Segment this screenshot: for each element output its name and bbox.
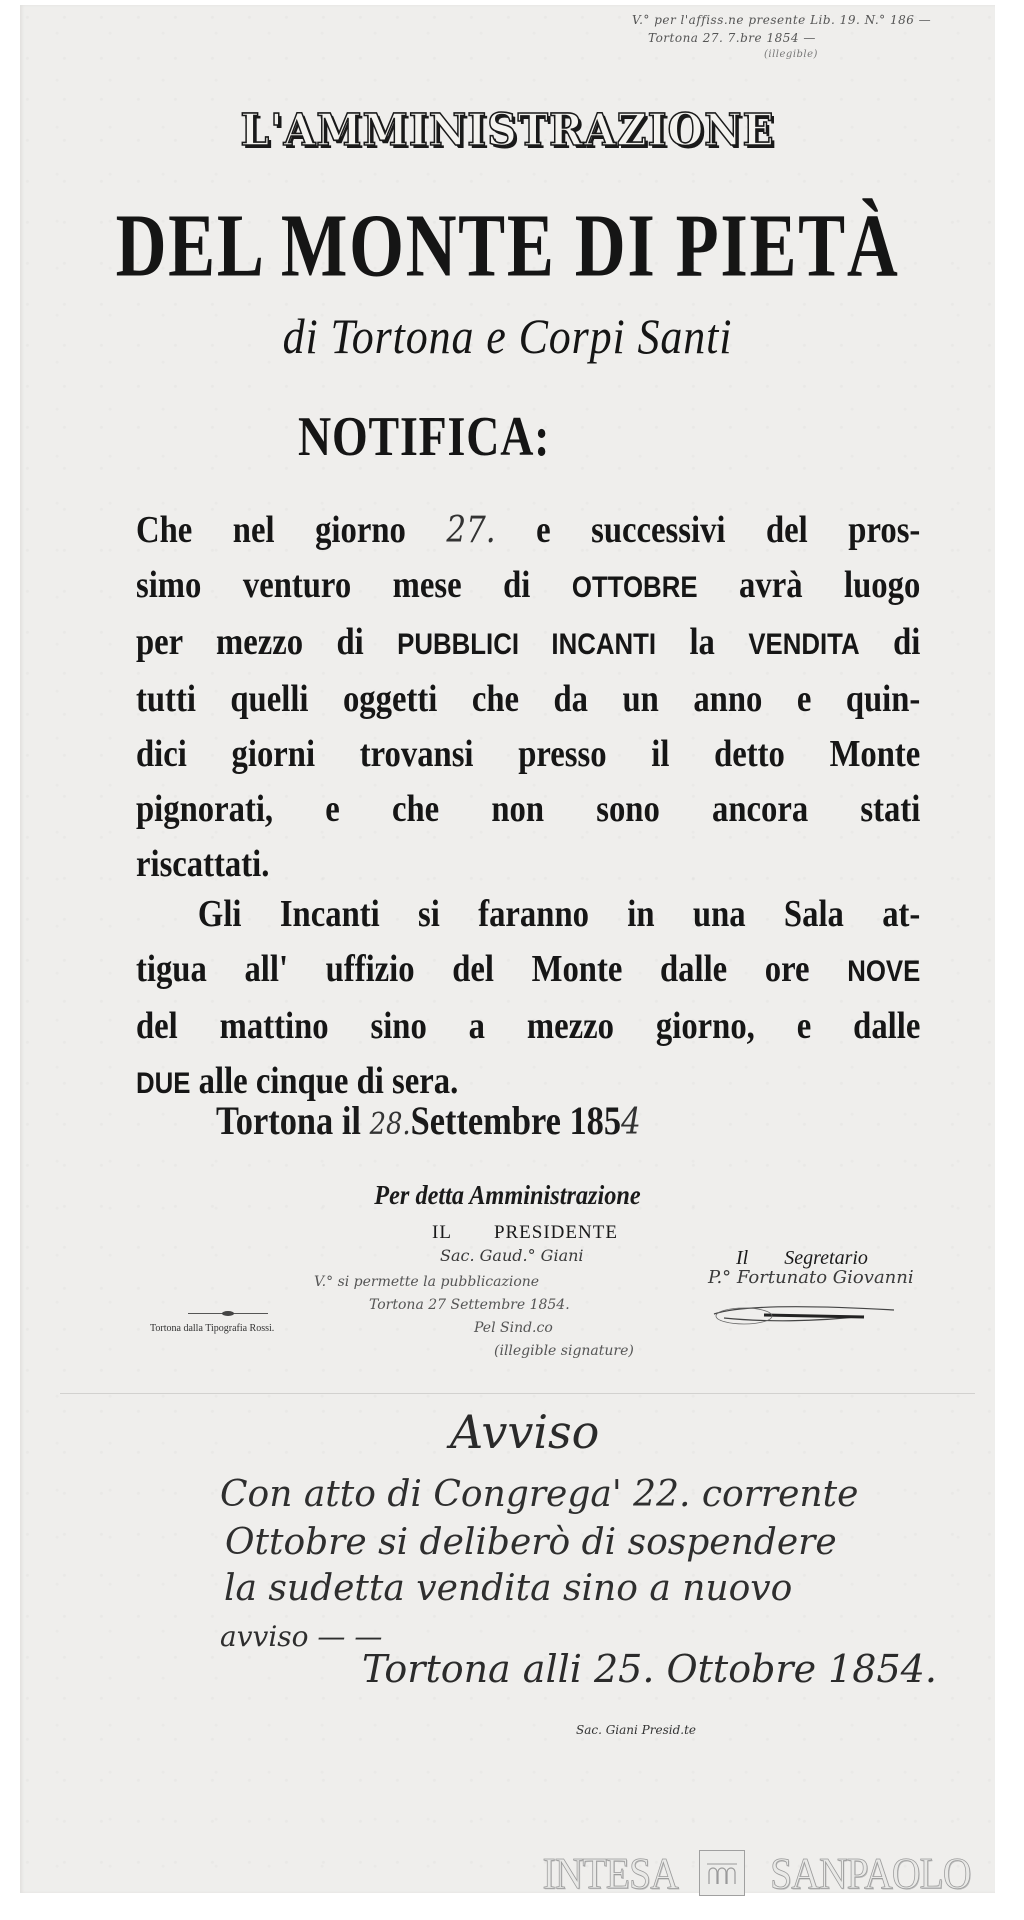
paper-fold-line: [60, 1393, 975, 1394]
intesa-sanpaolo-watermark: [535, 1848, 982, 1898]
paragraph-line: tutti quelli oggetti che da un anno e quin-: [136, 678, 921, 720]
paragraph-line: pignorati, e che non sono ancora stati: [136, 788, 921, 830]
avviso-line: Con atto di Congrega' 22. corrente: [220, 1474, 859, 1515]
arches-logo-icon: [699, 1850, 745, 1896]
presidente-title: IL PRESIDENTE: [432, 1222, 618, 1243]
paragraph-line: dici giorni trovansi presso il detto Monte: [136, 733, 921, 775]
avviso-date: Tortona alli 25. Ottobre 1854.: [362, 1647, 937, 1691]
avviso-signature: Sac. Giani Presid.te: [576, 1723, 697, 1737]
notifica-heading: NOTIFICA:: [298, 406, 551, 468]
avviso-heading: Avviso: [450, 1405, 600, 1459]
paragraph-line: del mattino sino a mezzo giorno, e dalle: [136, 1005, 921, 1047]
paragraph-line: riscattati.: [136, 843, 270, 885]
avviso-line: avviso — —: [220, 1620, 383, 1653]
archival-annotation-line-1: V.° per l'affiss.ne presente Lib. 19. N.° 186 —: [632, 13, 932, 27]
ornamental-rule: [188, 1313, 268, 1314]
archival-annotation-line-2: Tortona 27. 7.bre 1854 —: [648, 31, 816, 45]
watermark-right-word: SANPAOLO: [770, 1848, 971, 1898]
paragraph-line: simo venturo mese di OTTOBRE avrà luogo: [136, 564, 921, 606]
header-administration: L'AMMINISTRAZIONE: [240, 105, 775, 156]
paragraph-line: DUE alle cinque di sera.: [136, 1060, 459, 1102]
paragraph-line: Che nel giorno 27. e successivi del pros-: [136, 509, 921, 551]
handwritten-day: 27.: [446, 510, 496, 551]
presidente-signature: Sac. Gaud.° Giani: [440, 1246, 584, 1265]
document-sheet: [20, 5, 995, 1893]
printer-credit: Tortona dalla Tipografia Rossi.: [150, 1323, 275, 1334]
paragraph-auction-hours: [136, 887, 920, 1111]
notice-date: Tortona il 28.Settembre 1854: [216, 1098, 641, 1143]
paragraph-auction-notice: [136, 503, 920, 892]
watermark-left-word: INTESA: [542, 1848, 678, 1898]
segretario-signature: P.° Fortunato Giovanni: [708, 1267, 914, 1288]
archival-annotation-line-3: (illegible): [764, 49, 818, 60]
handwritten-year-digit: 4: [621, 1102, 641, 1143]
signature-flourish-icon: [704, 1300, 904, 1328]
handwritten-day: 28.: [369, 1107, 411, 1142]
segretario-title: Il Segretario: [736, 1247, 868, 1269]
avviso-line: la sudetta vendita sino a nuovo: [224, 1568, 793, 1609]
header-location: di Tortona e Corpi Santi: [282, 308, 733, 364]
avviso-line: Ottobre si deliberò di sospendere: [225, 1522, 837, 1563]
paragraph-line: tigua all' uffizio del Monte dalle ore NOVE: [136, 948, 921, 990]
visto-approval-note: V.° si permette la pubblicazione Tortona 27 Settembre 1854. Pel Sind.co (illegible signature): [314, 1274, 634, 1359]
per-detta-amministrazione: Per detta Amministrazione: [374, 1180, 641, 1210]
paragraph-line: per mezzo di PUBBLICI INCANTI la VENDITA di: [136, 621, 921, 663]
paragraph-line: Gli Incanti si faranno in una Sala at-: [197, 893, 921, 935]
header-monte-di-pieta: DEL MONTE DI PIETÀ: [115, 194, 900, 296]
